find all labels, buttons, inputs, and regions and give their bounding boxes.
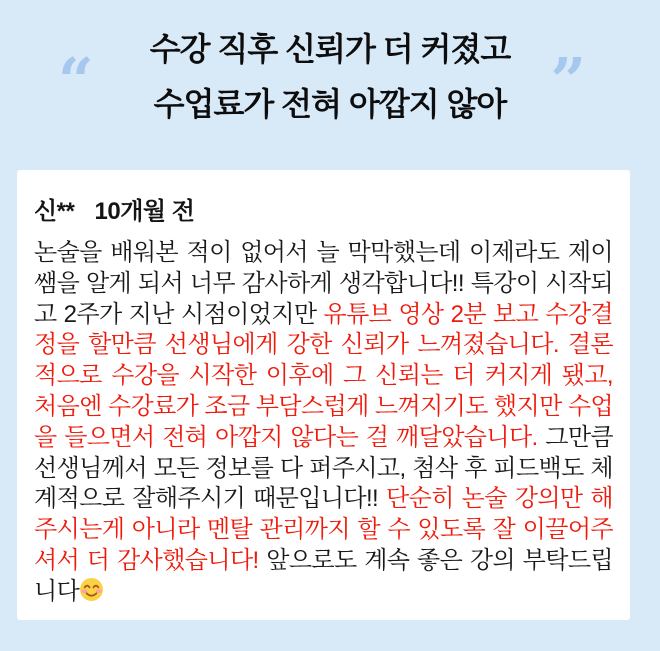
review-body (34, 238, 613, 608)
title-line-1: 수강 직후 신뢰가 더 커졌고 (149, 31, 511, 67)
review-text: 그만큼 선생님께서 모든 정보를 다 퍼주시고, 첨삭 후 피드백도 체계적으로 잘해주시기 때문입니다!! (34, 423, 614, 513)
review-timestamp: 10개월 전 (94, 198, 195, 225)
review-text-highlight: 단순히 논술 강의만 해주시는게 아니라 멘탈 관리까지 할 수 있도록 잘 이끌어주셔서 더 감사했습니다! (34, 485, 613, 574)
review-card (17, 170, 630, 620)
quote-header (0, 0, 660, 170)
title-line-2: 수업료가 전혀 아깝지 않아 (153, 86, 507, 122)
review-author: 신** (34, 198, 75, 225)
review-text-highlight: 유튜브 영상 2분 보고 수강결정을 할만큼 선생님에게 강한 신뢰가 느껴졌습니다. 결론적으로 수강을 시작한 이후에 그 신뢰는 더 커지게 됐고, 처음엔 수강료가 조금 부담스럽게 느껴지기도 했지만 수업을 들으면서 전혀 아깝지 않다는 걸 깨달았습니다. (34, 300, 613, 451)
review-meta (34, 191, 613, 226)
open-quote-icon: “ (58, 44, 94, 117)
close-quote-icon: ” (550, 44, 586, 117)
review-text: 논술을 배워본 적이 없어서 늘 막막했는데 이제라도 제이쌤을 알게 되서 너무 감사하게 생각합니다!! 특강이 시작되고 2주가 지난 시점이었지만 (34, 239, 613, 328)
review-text: 앞으로도 계속 좋은 강의 부탁드립니다 (34, 546, 613, 605)
smiling-face-emoji (79, 577, 104, 602)
